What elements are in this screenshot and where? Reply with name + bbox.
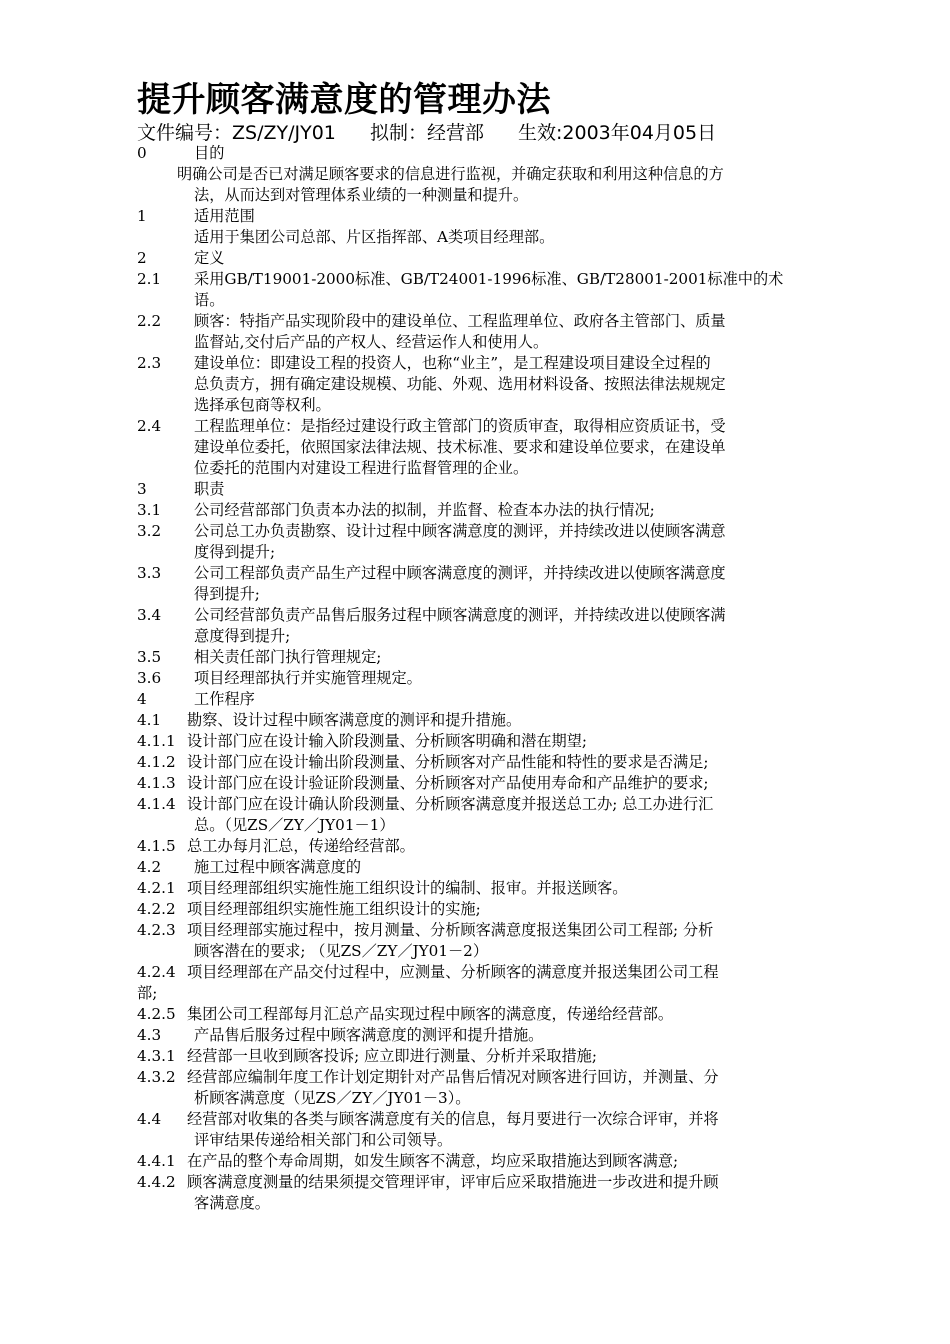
clause-line xyxy=(0,752,950,773)
clause-line xyxy=(0,563,950,584)
clause-line xyxy=(0,542,950,563)
section-title: 工作程序 xyxy=(194,690,255,708)
clause-line xyxy=(0,1046,950,1067)
document-body xyxy=(0,143,950,1214)
clause-line xyxy=(0,794,950,815)
section-number: 0 xyxy=(137,144,147,162)
clause-line xyxy=(0,458,950,479)
clause-number: 2.1 xyxy=(137,270,162,288)
section-number: 4 xyxy=(137,690,147,708)
clause-text: 客满意度。 xyxy=(194,1194,270,1212)
clause-text: 设计部门应在设计输出阶段测量、分析顾客对产品性能和特性的要求是否满足; xyxy=(187,753,709,771)
clause-text: 设计部门应在设计验证阶段测量、分析顾客对产品使用寿命和产品维护的要求; xyxy=(187,774,709,792)
clause-line xyxy=(0,500,950,521)
clause-line xyxy=(0,1109,950,1130)
clause-number: 3.1 xyxy=(137,501,162,519)
clause-number: 4.2.1 xyxy=(137,879,176,897)
clause-number: 3.6 xyxy=(137,669,162,687)
clause-line xyxy=(0,374,950,395)
clause-line xyxy=(0,836,950,857)
clause-text: 公司经营部负责产品售后服务过程中顾客满意度的测评，并持续改进以使顾客满 xyxy=(194,606,726,624)
clause-text: 采用GB/T19001-2000标准、GB/T24001-1996标准、GB/T28001-2001标准中的术 xyxy=(194,270,784,288)
clause-line xyxy=(0,1193,950,1214)
section-heading xyxy=(0,248,950,269)
clause-line xyxy=(0,1004,950,1025)
clause-text: 意度得到提升; xyxy=(194,627,291,645)
section-heading xyxy=(0,143,950,164)
clause-line xyxy=(0,773,950,794)
paragraph-text: 明确公司是否已对满足顾客要求的信息进行监视，并确定获取和利用这种信息的方 xyxy=(177,165,724,183)
clause-number: 2.3 xyxy=(137,354,162,372)
clause-number: 4.1.3 xyxy=(137,774,176,792)
clause-text: 工程监理单位：是指经过建设行政主管部门的资质审查，取得相应资质证书，受 xyxy=(194,417,726,435)
clause-line xyxy=(0,416,950,437)
clause-text: 项目经理部组织实施性施工组织设计的编制、报审。并报送顾客。 xyxy=(187,879,628,897)
section-title: 目的 xyxy=(194,144,225,162)
clause-text: 项目经理部实施过程中，按月测量、分析顾客满意度报送集团公司工程部; 分析 xyxy=(187,921,714,939)
clause-text: 总工办每月汇总，传递给经营部。 xyxy=(187,837,415,855)
clause-text: 集团公司工程部每月汇总产品实现过程中顾客的满意度，传递给经营部。 xyxy=(187,1005,673,1023)
clause-line xyxy=(0,290,950,311)
clause-number: 3.5 xyxy=(137,648,162,666)
clause-number: 4.4.1 xyxy=(137,1152,176,1170)
section-number: 3 xyxy=(137,480,147,498)
clause-line xyxy=(0,1067,950,1088)
clause-line xyxy=(0,269,950,290)
clause-text: 公司工程部负责产品生产过程中顾客满意度的测评，并持续改进以使顾客满意度 xyxy=(194,564,726,582)
section-heading xyxy=(0,479,950,500)
clause-number: 3.3 xyxy=(137,564,162,582)
clause-text: 顾客：特指产品实现阶段中的建设单位、工程监理单位、政府各主管部门、质量 xyxy=(194,312,726,330)
clause-number: 4.2 xyxy=(137,858,162,876)
clause-line xyxy=(0,962,950,983)
clause-text: 施工过程中顾客满意度的 xyxy=(194,858,362,876)
clause-line xyxy=(0,920,950,941)
effective-date: 生效:2003年04月05日 xyxy=(518,122,717,144)
clause-text: 设计部门应在设计确认阶段测量、分析顾客满意度并报送总工办; 总工办进行汇 xyxy=(187,795,714,813)
clause-number: 4.1.4 xyxy=(137,795,176,813)
clause-line xyxy=(0,731,950,752)
document-meta xyxy=(137,121,716,145)
clause-line xyxy=(0,899,950,920)
clause-text: 经营部应编制年度工作计划定期针对产品售后情况对顾客进行回访，并测量、分 xyxy=(187,1068,719,1086)
clause-line xyxy=(0,521,950,542)
clause-line xyxy=(0,605,950,626)
clause-text: 语。 xyxy=(194,291,225,309)
clause-line xyxy=(0,710,950,731)
file-number: 文件编号：ZS/ZY/JY01 xyxy=(137,122,336,144)
clause-number: 4.3 xyxy=(137,1026,162,1044)
clause-line xyxy=(0,647,950,668)
clause-number: 4.2.4 xyxy=(137,963,176,981)
paragraph-line xyxy=(0,164,950,185)
clause-text: 总负责方，拥有确定建设规模、功能、外观、选用材料设备、按照法律法规规定 xyxy=(194,375,726,393)
drafted-by: 拟制：经营部 xyxy=(369,122,484,144)
clause-text: 公司经营部部门负责本办法的拟制，并监督、检查本办法的执行情况; xyxy=(194,501,655,519)
clause-text: 总。（见ZS／ZY／JY01－1） xyxy=(194,816,395,834)
clause-line xyxy=(0,353,950,374)
clause-text: 项目经理部组织实施性施工组织设计的实施; xyxy=(187,900,481,918)
section-number: 2 xyxy=(137,249,147,267)
clause-line xyxy=(0,941,950,962)
clause-text: 部; xyxy=(137,984,158,1002)
clause-number: 4.2.5 xyxy=(137,1005,176,1023)
clause-text: 得到提升; xyxy=(194,585,260,603)
section-heading xyxy=(0,689,950,710)
clause-number: 4.1.2 xyxy=(137,753,176,771)
clause-line xyxy=(0,626,950,647)
clause-text: 度得到提升; xyxy=(194,543,276,561)
document-title: 提升顾客满意度的管理办法 xyxy=(137,80,551,120)
clause-text: 公司总工办负责勘察、设计过程中顾客满意度的测评，并持续改进以使顾客满意 xyxy=(194,522,726,540)
clause-number: 4.3.2 xyxy=(137,1068,176,1086)
clause-line xyxy=(0,857,950,878)
clause-text: 顾客满意度测量的结果须提交管理评审，评审后应采取措施进一步改进和提升顾 xyxy=(187,1173,719,1191)
paragraph-line xyxy=(0,185,950,206)
clause-line xyxy=(0,1172,950,1193)
paragraph-line xyxy=(0,227,950,248)
clause-line xyxy=(0,311,950,332)
clause-text: 产品售后服务过程中顾客满意度的测评和提升措施。 xyxy=(194,1026,544,1044)
clause-line xyxy=(0,878,950,899)
clause-line xyxy=(0,1130,950,1151)
section-heading xyxy=(0,206,950,227)
clause-number: 2.2 xyxy=(137,312,162,330)
clause-text: 在产品的整个寿命周期，如发生顾客不满意，均应采取措施达到顾客满意; xyxy=(187,1152,679,1170)
section-number: 1 xyxy=(137,207,147,225)
clause-text: 项目经理部执行并实施管理规定。 xyxy=(194,669,422,687)
clause-line xyxy=(0,437,950,458)
clause-line xyxy=(0,983,950,1004)
paragraph-text: 适用于集团公司总部、片区指挥部、A类项目经理部。 xyxy=(194,228,555,246)
clause-number: 4.1.5 xyxy=(137,837,176,855)
clause-line xyxy=(0,395,950,416)
paragraph-text: 法，从而达到对管理体系业绩的一种测量和提升。 xyxy=(194,186,529,204)
clause-number: 4.4.2 xyxy=(137,1173,176,1191)
clause-number: 3.4 xyxy=(137,606,162,624)
clause-text: 位委托的范围内对建设工程进行监督管理的企业。 xyxy=(194,459,529,477)
clause-text: 经营部对收集的各类与顾客满意度有关的信息，每月要进行一次综合评审，并将 xyxy=(187,1110,719,1128)
clause-line xyxy=(0,668,950,689)
section-title: 定义 xyxy=(194,249,225,267)
clause-text: 析顾客满意度（见ZS／ZY／JY01－3）。 xyxy=(194,1089,471,1107)
clause-text: 经营部一旦收到顾客投诉; 应立即进行测量、分析并采取措施; xyxy=(187,1047,597,1065)
section-title: 适用范围 xyxy=(194,207,255,225)
clause-text: 选择承包商等权利。 xyxy=(194,396,331,414)
clause-number: 3.2 xyxy=(137,522,162,540)
clause-text: 顾客潜在的要求; （见ZS／ZY／JY01－2） xyxy=(194,942,489,960)
clause-line xyxy=(0,332,950,353)
clause-number: 4.4 xyxy=(137,1110,162,1128)
clause-text: 项目经理部在产品交付过程中，应测量、分析顾客的满意度并报送集团公司工程 xyxy=(187,963,719,981)
section-title: 职责 xyxy=(194,480,225,498)
clause-text: 监督站,交付后产品的产权人、经营运作人和使用人。 xyxy=(194,333,549,351)
clause-line xyxy=(0,815,950,836)
clause-text: 勘察、设计过程中顾客满意度的测评和提升措施。 xyxy=(187,711,522,729)
clause-text: 建设单位：即建设工程的投资人，也称“业主”，是工程建设项目建设全过程的 xyxy=(194,354,711,372)
clause-number: 2.4 xyxy=(137,417,162,435)
clause-text: 设计部门应在设计输入阶段测量、分析顾客明确和潜在期望; xyxy=(187,732,587,750)
clause-number: 4.1.1 xyxy=(137,732,176,750)
clause-text: 评审结果传递给相关部门和公司领导。 xyxy=(194,1131,453,1149)
clause-text: 建设单位委托，依照国家法律法规、技术标准、要求和建设单位要求，在建设单 xyxy=(194,438,726,456)
clause-line xyxy=(0,1025,950,1046)
clause-line xyxy=(0,1151,950,1172)
clause-number: 4.2.3 xyxy=(137,921,176,939)
clause-number: 4.2.2 xyxy=(137,900,176,918)
clause-line xyxy=(0,1088,950,1109)
clause-text: 相关责任部门执行管理规定; xyxy=(194,648,382,666)
clause-number: 4.1 xyxy=(137,711,162,729)
clause-number: 4.3.1 xyxy=(137,1047,176,1065)
clause-line xyxy=(0,584,950,605)
